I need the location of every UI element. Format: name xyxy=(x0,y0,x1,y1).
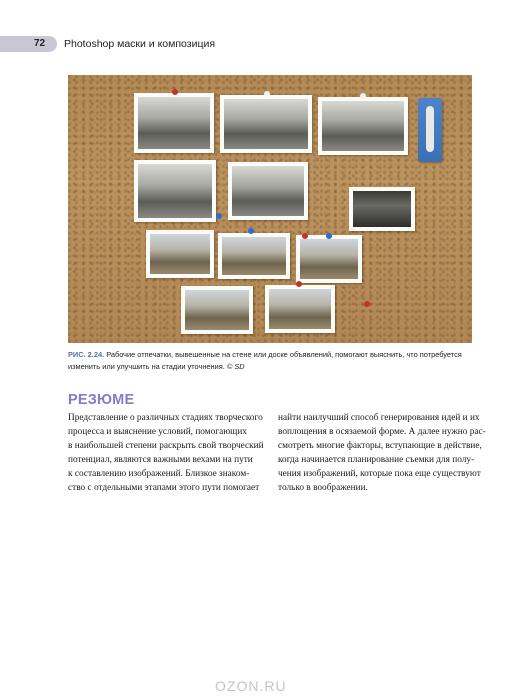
page-number: 72 xyxy=(34,38,46,49)
body-line: чения изображений, которые пока еще существуют xyxy=(278,469,481,479)
photo-print xyxy=(228,162,308,220)
body-line: воплощения в осязаемой форме. А далее нужно рас- xyxy=(278,427,486,437)
push-pin xyxy=(326,233,332,239)
photo-print xyxy=(218,233,290,279)
push-pin xyxy=(302,233,308,239)
figure-credit: © SD xyxy=(226,362,245,371)
photo-print xyxy=(349,187,415,231)
watermark: OZON.RU xyxy=(215,678,287,694)
photo-print xyxy=(181,286,253,334)
photo-print xyxy=(296,235,362,283)
figure-label: РИС. 2.24. xyxy=(68,350,105,359)
photo-print xyxy=(265,285,335,333)
body-column-right xyxy=(278,411,486,495)
figure-caption-text: Рабочие отпечатки, вывешенные на стене или доске объявлений, помогают выяснить, что потребуется изменить или улучшить на стадии уточнения. xyxy=(68,350,462,371)
body-line: к составлению изображений. Близкое знаком- xyxy=(68,469,250,479)
body-line: потенциал, являются важными вехами на пути xyxy=(68,455,253,465)
push-pin xyxy=(364,301,370,307)
body-line: найти наилучший способ генерирования идей и их xyxy=(278,413,480,423)
body-line: процесса и выяснение условий, помогающих xyxy=(68,427,247,437)
push-pin xyxy=(172,89,178,95)
push-pin xyxy=(216,213,222,219)
body-line: когда начинается планирование съемки для полу- xyxy=(278,455,475,465)
photo-print xyxy=(146,230,214,278)
push-pin xyxy=(360,93,366,99)
body-line: ство с отдельными этапами этого пути помогает xyxy=(68,483,260,493)
photo-print xyxy=(220,95,312,153)
photo-print xyxy=(318,97,408,155)
push-pin xyxy=(264,91,270,97)
figure-photo-corkboard xyxy=(68,75,472,343)
push-pin xyxy=(296,281,302,287)
section-title: РЕЗЮМЕ xyxy=(68,392,135,408)
blue-tag-with-key xyxy=(418,98,442,162)
photo-print xyxy=(134,160,216,222)
running-head: Photoshop маски и композиция xyxy=(64,38,216,50)
body-line: смотреть многие факторы, вступающие в действие, xyxy=(278,441,482,451)
figure-caption xyxy=(68,349,478,373)
body-line: в наибольшей степени раскрыть свой творческий xyxy=(68,441,264,451)
body-line: Представление о различных стадиях творческого xyxy=(68,413,263,423)
photo-print xyxy=(134,93,214,153)
push-pin xyxy=(248,228,254,234)
body-line: только в воображении. xyxy=(278,483,368,493)
body-column-left xyxy=(68,411,268,495)
